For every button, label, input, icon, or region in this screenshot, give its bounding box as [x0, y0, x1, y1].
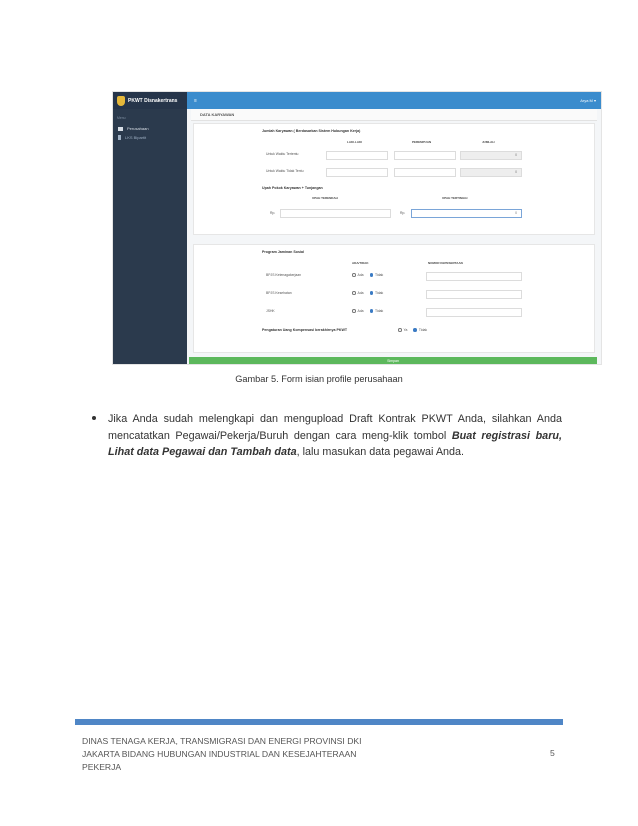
laki-tertentu-input[interactable]: [326, 151, 388, 160]
col-perempuan: PEREMPUAN: [412, 140, 432, 144]
upah-terendah-input[interactable]: [280, 209, 391, 218]
brand[interactable]: [113, 92, 187, 109]
radio-tidak[interactable]: [370, 309, 374, 313]
bpjs-kes-number-input[interactable]: [426, 290, 522, 299]
radio-tidak[interactable]: [413, 328, 417, 332]
sidebar: [113, 92, 187, 364]
col-jumlah: JUMLAH: [482, 140, 495, 144]
radio-ada[interactable]: [352, 291, 356, 295]
jshk-number-input[interactable]: [426, 308, 522, 317]
col-laki-laki: LAKI-LAKI: [347, 140, 362, 144]
footer-rule: [75, 719, 563, 725]
row-label-bpjs-kes: BPJS Kesehatan: [266, 291, 292, 295]
col-ada-tidak: ADA/TIDAK: [352, 261, 369, 265]
row-label-tidak-tentu: Untuk Waktu Tidak Tentu: [266, 169, 304, 173]
bullet-paragraph: [92, 411, 562, 461]
perempuan-tertentu-input[interactable]: [394, 151, 456, 160]
section-title-upah: Upah Pokok Karyawan + Tunjangan: [262, 186, 323, 190]
section-title-jumlah: Jumlah Karyawan ( Berdasarkan Sistem Hubungan Kerja): [262, 129, 361, 133]
page-title: DATA KARYAWAN: [191, 109, 597, 121]
radio-ada[interactable]: [352, 273, 356, 277]
row-label-tertentu: Untuk Waktu Tertentu: [266, 152, 299, 156]
bpjs-tk-radio-group[interactable]: Ada Tidak: [352, 273, 383, 277]
top-navbar: [187, 92, 601, 109]
rp-prefix: Rp.: [400, 211, 406, 215]
jshk-radio-group[interactable]: Ada Tidak: [352, 309, 383, 313]
radio-ya[interactable]: [398, 328, 402, 332]
row-label-bpjs-tk: BPJS Ketenagakerjaan: [266, 273, 302, 277]
sidebar-item-label: LKS Bipartit: [125, 135, 147, 140]
folder-icon: [118, 127, 123, 131]
menu-toggle-icon[interactable]: ≡: [194, 97, 197, 104]
rp-prefix: Rp.: [270, 211, 276, 215]
radio-tidak[interactable]: [370, 273, 374, 277]
brand-name: PKWT Disnakertrans: [128, 97, 178, 104]
upah-tertinggi-input[interactable]: 0: [411, 209, 522, 218]
row-label-jshk: JSHK: [266, 309, 275, 313]
perempuan-tidak-tentu-input[interactable]: [394, 168, 456, 177]
sidebar-item-label: Perusahaan: [127, 126, 149, 131]
bold-instruction: Buat registrasi baru, Lihat data Pegawai dan Tambah data: [108, 429, 562, 458]
figure-caption: Gambar 5. Form isian profile perusahaan: [235, 374, 403, 384]
jumlah-tidak-tentu-field: 0: [460, 168, 522, 177]
col-upah-tertinggi: UPAH TERTINGGI: [442, 196, 468, 200]
radio-ada[interactable]: [352, 309, 356, 313]
jumlah-tertentu-field: 0: [460, 151, 522, 160]
laki-tidak-tentu-input[interactable]: [326, 168, 388, 177]
page-number: 5: [550, 748, 555, 758]
kompensasi-label: Pengaturan Uang Kompensasi berakhirnya PKWT: [262, 328, 348, 332]
col-upah-terendah: UPAH TERENDAH: [312, 196, 338, 200]
sidebar-item-lks-bipartit[interactable]: [113, 131, 187, 140]
radio-tidak[interactable]: [370, 291, 374, 295]
section-title-jaminan: Program Jaminan Sosial: [262, 250, 304, 254]
bpjs-tk-number-input[interactable]: [426, 272, 522, 281]
dki-logo-icon: [117, 96, 125, 106]
app-screenshot: [112, 91, 602, 365]
main-content: [187, 109, 601, 364]
panel-jaminan: [193, 244, 595, 353]
kompensasi-radio-group[interactable]: Ya Tidak: [398, 328, 427, 332]
menu-title: Menu: [117, 116, 126, 120]
col-nomor-kepesertaan: NOMOR KEPESERTAAN: [428, 261, 463, 265]
document-icon: [118, 135, 121, 140]
bullet-text: Jika Anda sudah melengkapi dan mengupload Draft Kontrak PKWT Anda, silahkan Anda mencatatkan Pegawai/Pekerja/Buruh dengan cara meng-klik tombol Buat registrasi baru, Lihat data Pegawai dan Tambah data, lalu masukan data pegawai Anda.: [108, 413, 562, 458]
footer-organization: DINAS TENAGA KERJA, TRANSMIGRASI DAN ENERGI PROVINSI DKI JAKARTA BIDANG HUBUNGAN INDUSTRIAL DAN KESEJAHTERAAN PEKERJA: [82, 736, 362, 772]
sidebar-item-perusahaan[interactable]: [113, 120, 187, 131]
simpan-button[interactable]: Simpan: [189, 357, 597, 365]
user-menu[interactable]: Arya M ▾: [580, 98, 596, 103]
bullet-icon: [92, 416, 96, 420]
bpjs-kes-radio-group[interactable]: Ada Tidak: [352, 291, 383, 295]
panel-karyawan: [193, 123, 595, 235]
